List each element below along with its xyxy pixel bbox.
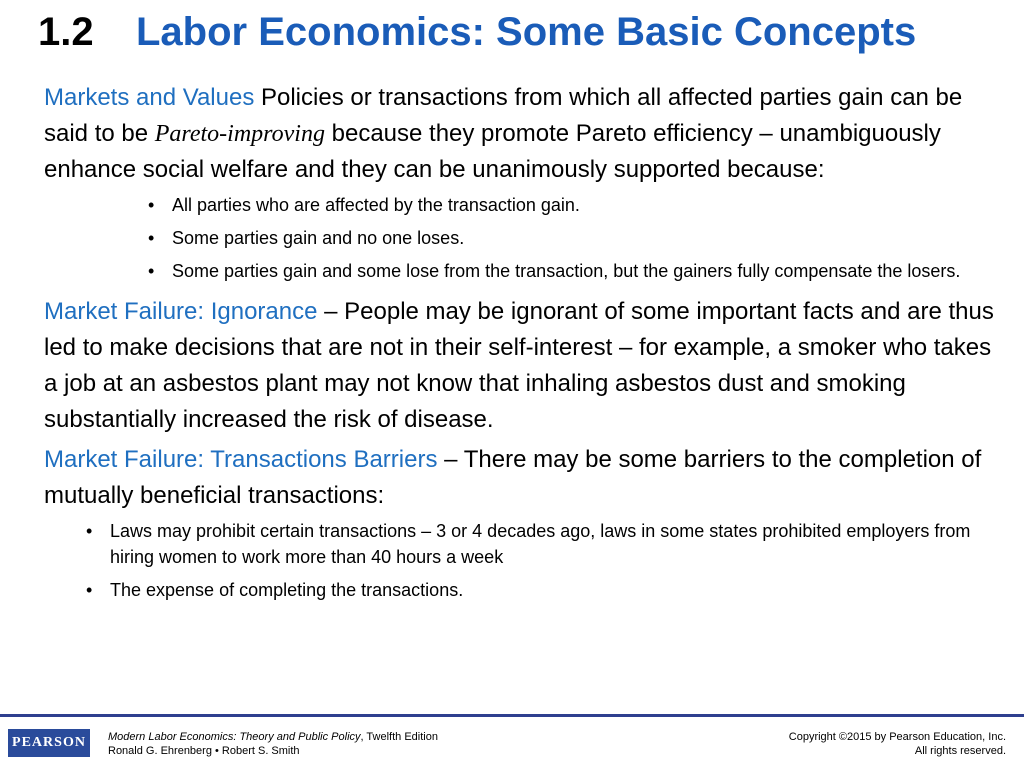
rights-line: All rights reserved. [914,745,1006,757]
slide-body [44,80,994,610]
pareto-improving-term: Pareto-improving [154,121,325,147]
pearson-logo [8,729,90,757]
book-title-line [108,730,438,744]
pareto-conditions-list [44,192,994,284]
markets-values-text-before: Policies or transactions from which all affected parties gain can be said to be [44,84,963,147]
barriers-list [44,518,994,603]
logo-text: PEARSON [12,735,86,750]
section-number: 1.2 [38,10,94,54]
list-item: • All parties who are affected by the transaction gain. [148,192,994,218]
copyright-line: Copyright ©2015 by Pearson Education, Inc. [788,731,1006,743]
markets-values-text-after: because they promote Pareto efficiency – unambiguously enhance social welfare and they can be unanimously supported because: [44,120,941,183]
barriers-heading: Market Failure: Transactions Barriers [44,446,438,473]
copyright-notice [789,730,1006,758]
slide-title [38,6,1018,58]
list-item: • Laws may prohibit certain transactions – 3 or 4 decades ago, laws in some states prohibited employers from hiring women to work more than 40 hours a week [86,518,994,570]
ignorance-heading: Market Failure: Ignorance [44,298,318,325]
list-item: • Some parties gain and no one loses. [148,225,994,251]
barriers-paragraph [44,442,994,514]
footer [0,717,1024,768]
list-item: • Some parties gain and some lose from the transaction, but the gainers fully compensate the losers. [148,258,994,284]
book-citation [108,730,438,758]
book-authors: Ronald G. Ehrenberg • Robert S. Smith [108,745,300,757]
book-edition: , Twelfth Edition [360,731,438,743]
book-title: Modern Labor Economics: Theory and Public Policy [108,731,361,743]
ignorance-paragraph [44,294,994,438]
markets-values-paragraph [44,80,994,188]
barriers-text: – There may be some barriers to the completion of mutually beneficial transactions: [44,446,982,509]
ignorance-text: – People may be ignorant of some important facts and are thus led to make decisions that are not in their self-interest – for example, a smoker who takes a job at an asbestos plant may not know that inhaling asbestos dust and smoking substantially increased the risk of disease. [44,298,994,433]
list-item: • The expense of completing the transactions. [86,577,994,603]
title-text: Labor Economics: Some Basic Concepts [136,10,917,54]
markets-values-heading: Markets and Values [44,84,255,111]
